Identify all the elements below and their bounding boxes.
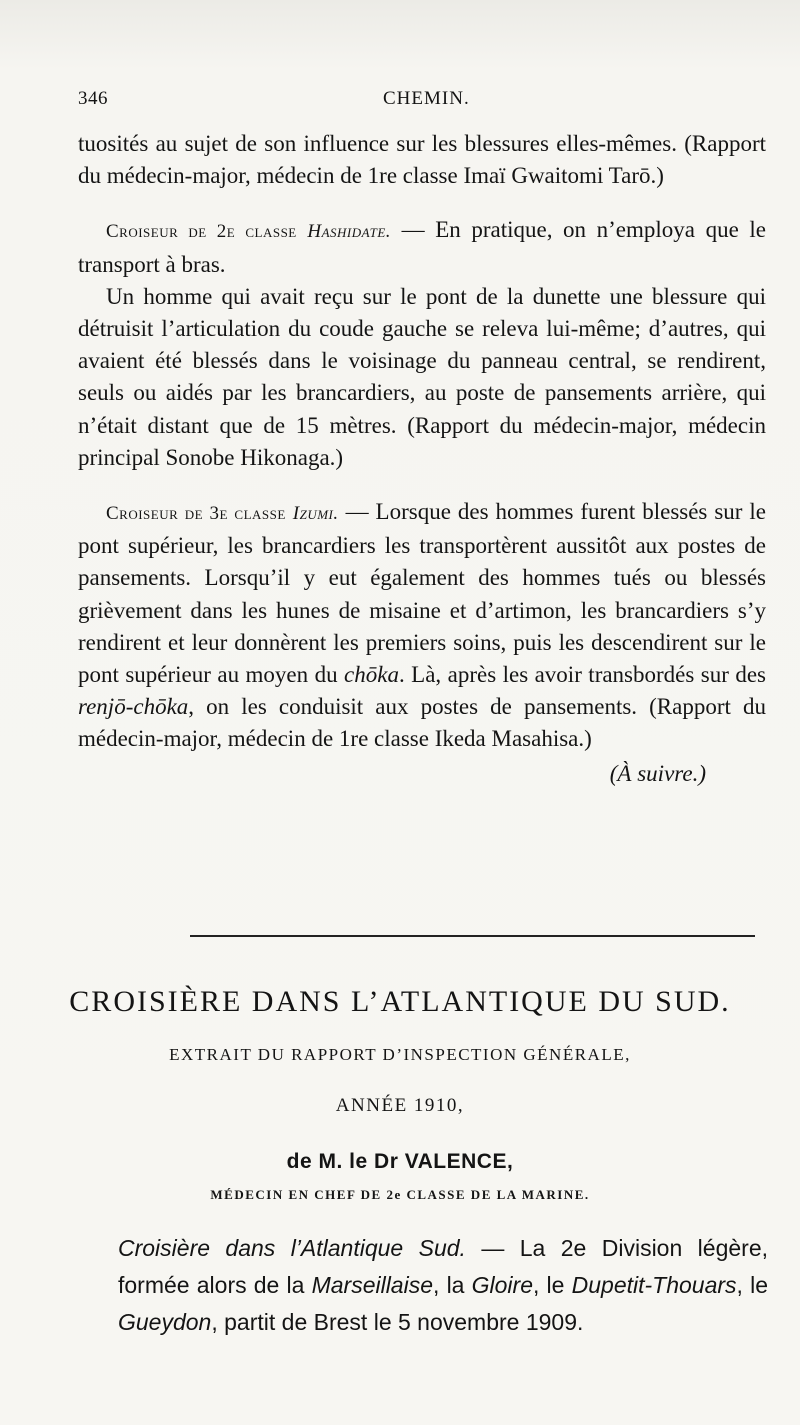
section-lead-paragraph <box>118 1230 768 1341</box>
term-choka: chōka <box>344 662 399 688</box>
ship-class-label: Croiseur de 3e classe <box>106 503 286 525</box>
ship-name: Marseillaise <box>311 1272 434 1298</box>
ship-class-label: Croiseur de 2e classe <box>106 221 297 243</box>
paragraph-wounded-man: Un homme qui avait reçu sur le pont de la dunette une blessure qui détruisit l’articulation du coude gauche se releva lui-même; d’autres, qui avaient été blessés dans le voisinage du panneau central, se rendirent, seuls ou aidés par les brancardiers, au poste de pansements arrière, qui n’était distant que de 15 mètres. (Rapport du médecin-major, médecin principal Sonobe Hikonaga.) <box>78 283 766 470</box>
separator: , la <box>433 1272 472 1298</box>
section-author: de M. le Dr VALENCE, <box>286 1150 514 1173</box>
lead-heading: Croisière dans l’Atlantique Sud. <box>118 1235 466 1261</box>
section-year: ANNÉE 1910, <box>335 1095 465 1116</box>
ship-name: Dupetit-Thouars <box>571 1272 737 1298</box>
paragraph-text: — En pratique, on n’employa que le transport à bras. <box>78 217 767 277</box>
paragraph-hashidate <box>78 214 766 280</box>
section-subtitle: EXTRAIT DU RAPPORT D’INSPECTION GÉNÉRALE, <box>169 1045 631 1064</box>
paragraph-continuation: tuosités au sujet de son influence sur les blessures elles-mêmes. (Rapport du médecin-major, médecin de 1re classe Imaï Gwaitomi Tarō.) <box>78 131 766 189</box>
ship-name: Gloire <box>471 1272 533 1298</box>
term-renjo-choka: renjō-chōka <box>78 694 189 720</box>
separator: , le <box>736 1272 769 1298</box>
separator: , le <box>533 1272 572 1298</box>
page-number: 346 <box>78 88 108 109</box>
section-divider <box>190 935 755 937</box>
article-body <box>78 128 766 790</box>
ship-name: Izumi. <box>292 503 339 525</box>
section-title: CROISIÈRE DANS L’ATLANTIQUE DU SUD. <box>69 985 731 1018</box>
paragraph-text: . Là, après les avoir transbordés sur des <box>398 662 766 688</box>
to-be-continued: (À suivre.) <box>609 760 706 786</box>
ship-name: Hashidate. <box>307 221 392 243</box>
lead-text: , partit de Brest le 5 novembre 1909. <box>211 1309 584 1335</box>
paragraph-text: — Lorsque des hommes furent blessés sur le pont supérieur, les brancardiers les transportèrent aussitôt aux postes de pansements. Lorsqu’il y eut également des hommes tués ou blessés grièvement dans les hunes de misaine et d’artimon, les brancardiers s’y rendirent et leur donnèrent les premiers soins, puis les descendirent sur le pont supérieur au moyen du <box>78 499 766 688</box>
ship-name: Gueydon <box>118 1309 212 1335</box>
author-rank: MÉDECIN EN CHEF DE 2e CLASSE DE LA MARINE. <box>210 1187 590 1202</box>
lead-text: — La 2e Division légère, formée alors de la <box>118 1235 768 1298</box>
paragraph-izumi <box>78 496 766 756</box>
paragraph-text: , on les conduisit aux postes de pansements. (Rapport du médecin-major, médecin de 1re classe Ikeda Masahisa.) <box>78 694 766 752</box>
running-title: CHEMIN. <box>383 88 470 109</box>
